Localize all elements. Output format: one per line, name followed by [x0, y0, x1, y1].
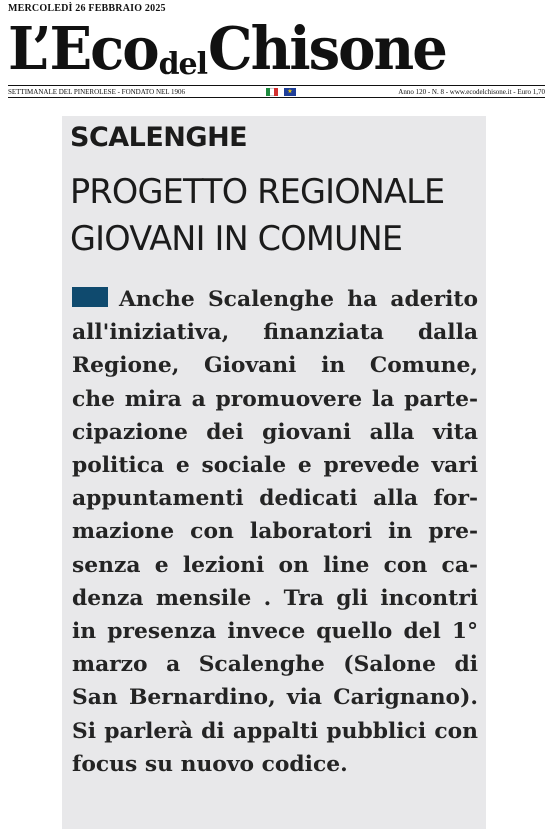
article-box [62, 116, 486, 829]
masthead-title-part2: del [158, 47, 208, 82]
body-line: senza e lezioni on line con ca- [72, 552, 478, 578]
headline-line: GIOVANI IN COMUNE [70, 219, 403, 258]
body-line: all'iniziativa, finanziata dalla [72, 320, 478, 346]
article-body [72, 283, 478, 781]
masthead-tagline: SETTIMANALE DEL PINEROLESE - FONDATO NEL 1906 [8, 88, 186, 96]
body-line: politica e sociale e prevede vari [72, 453, 478, 479]
body-line: cipazione dei giovani alla vita [72, 419, 478, 445]
italian-flag-icon [266, 88, 278, 96]
body-line: mazione con laboratori in pre- [72, 519, 478, 545]
body-line: Si parlerà di appalti pubblici con [72, 718, 478, 744]
body-line: denza mensile . Tra gli incontri [72, 585, 478, 611]
masthead-title-part3: Chisone [208, 14, 446, 84]
masthead-rule-top [8, 85, 545, 86]
article-kicker: SCALENGHE [70, 122, 248, 153]
newspaper-masthead [8, 14, 548, 84]
article-headline [70, 168, 490, 262]
body-line: focus su nuovo codice. [72, 751, 348, 777]
body-line-text: Anche Scalenghe ha aderito [119, 287, 478, 312]
masthead-subline [8, 87, 545, 97]
body-line: San Bernardino, via Carignano). [72, 685, 478, 711]
eu-flag-icon: ★ [284, 88, 296, 96]
issue-date: MERCOLEDÌ 26 FEBBRAIO 2025 [8, 3, 166, 14]
masthead-title-part1: L’Eco [8, 14, 158, 84]
masthead-issue-info: Anno 120 - N. 8 - www.ecodelchisone.it - Euro 1,70 [398, 88, 545, 96]
body-line [72, 283, 478, 316]
body-line: Regione, Giovani in Comune, [72, 353, 478, 379]
body-line: marzo a Scalenghe (Salone di [72, 652, 478, 678]
paragraph-marker-icon [72, 287, 108, 307]
body-line: in presenza invece quello del 1° [72, 619, 478, 645]
headline-line: PROGETTO REGIONALE [70, 172, 445, 211]
body-line: che mira a promuovere la parte- [72, 386, 478, 412]
body-line: appuntamenti dedicati alla for- [72, 486, 478, 512]
masthead-rule-bottom [8, 97, 545, 98]
